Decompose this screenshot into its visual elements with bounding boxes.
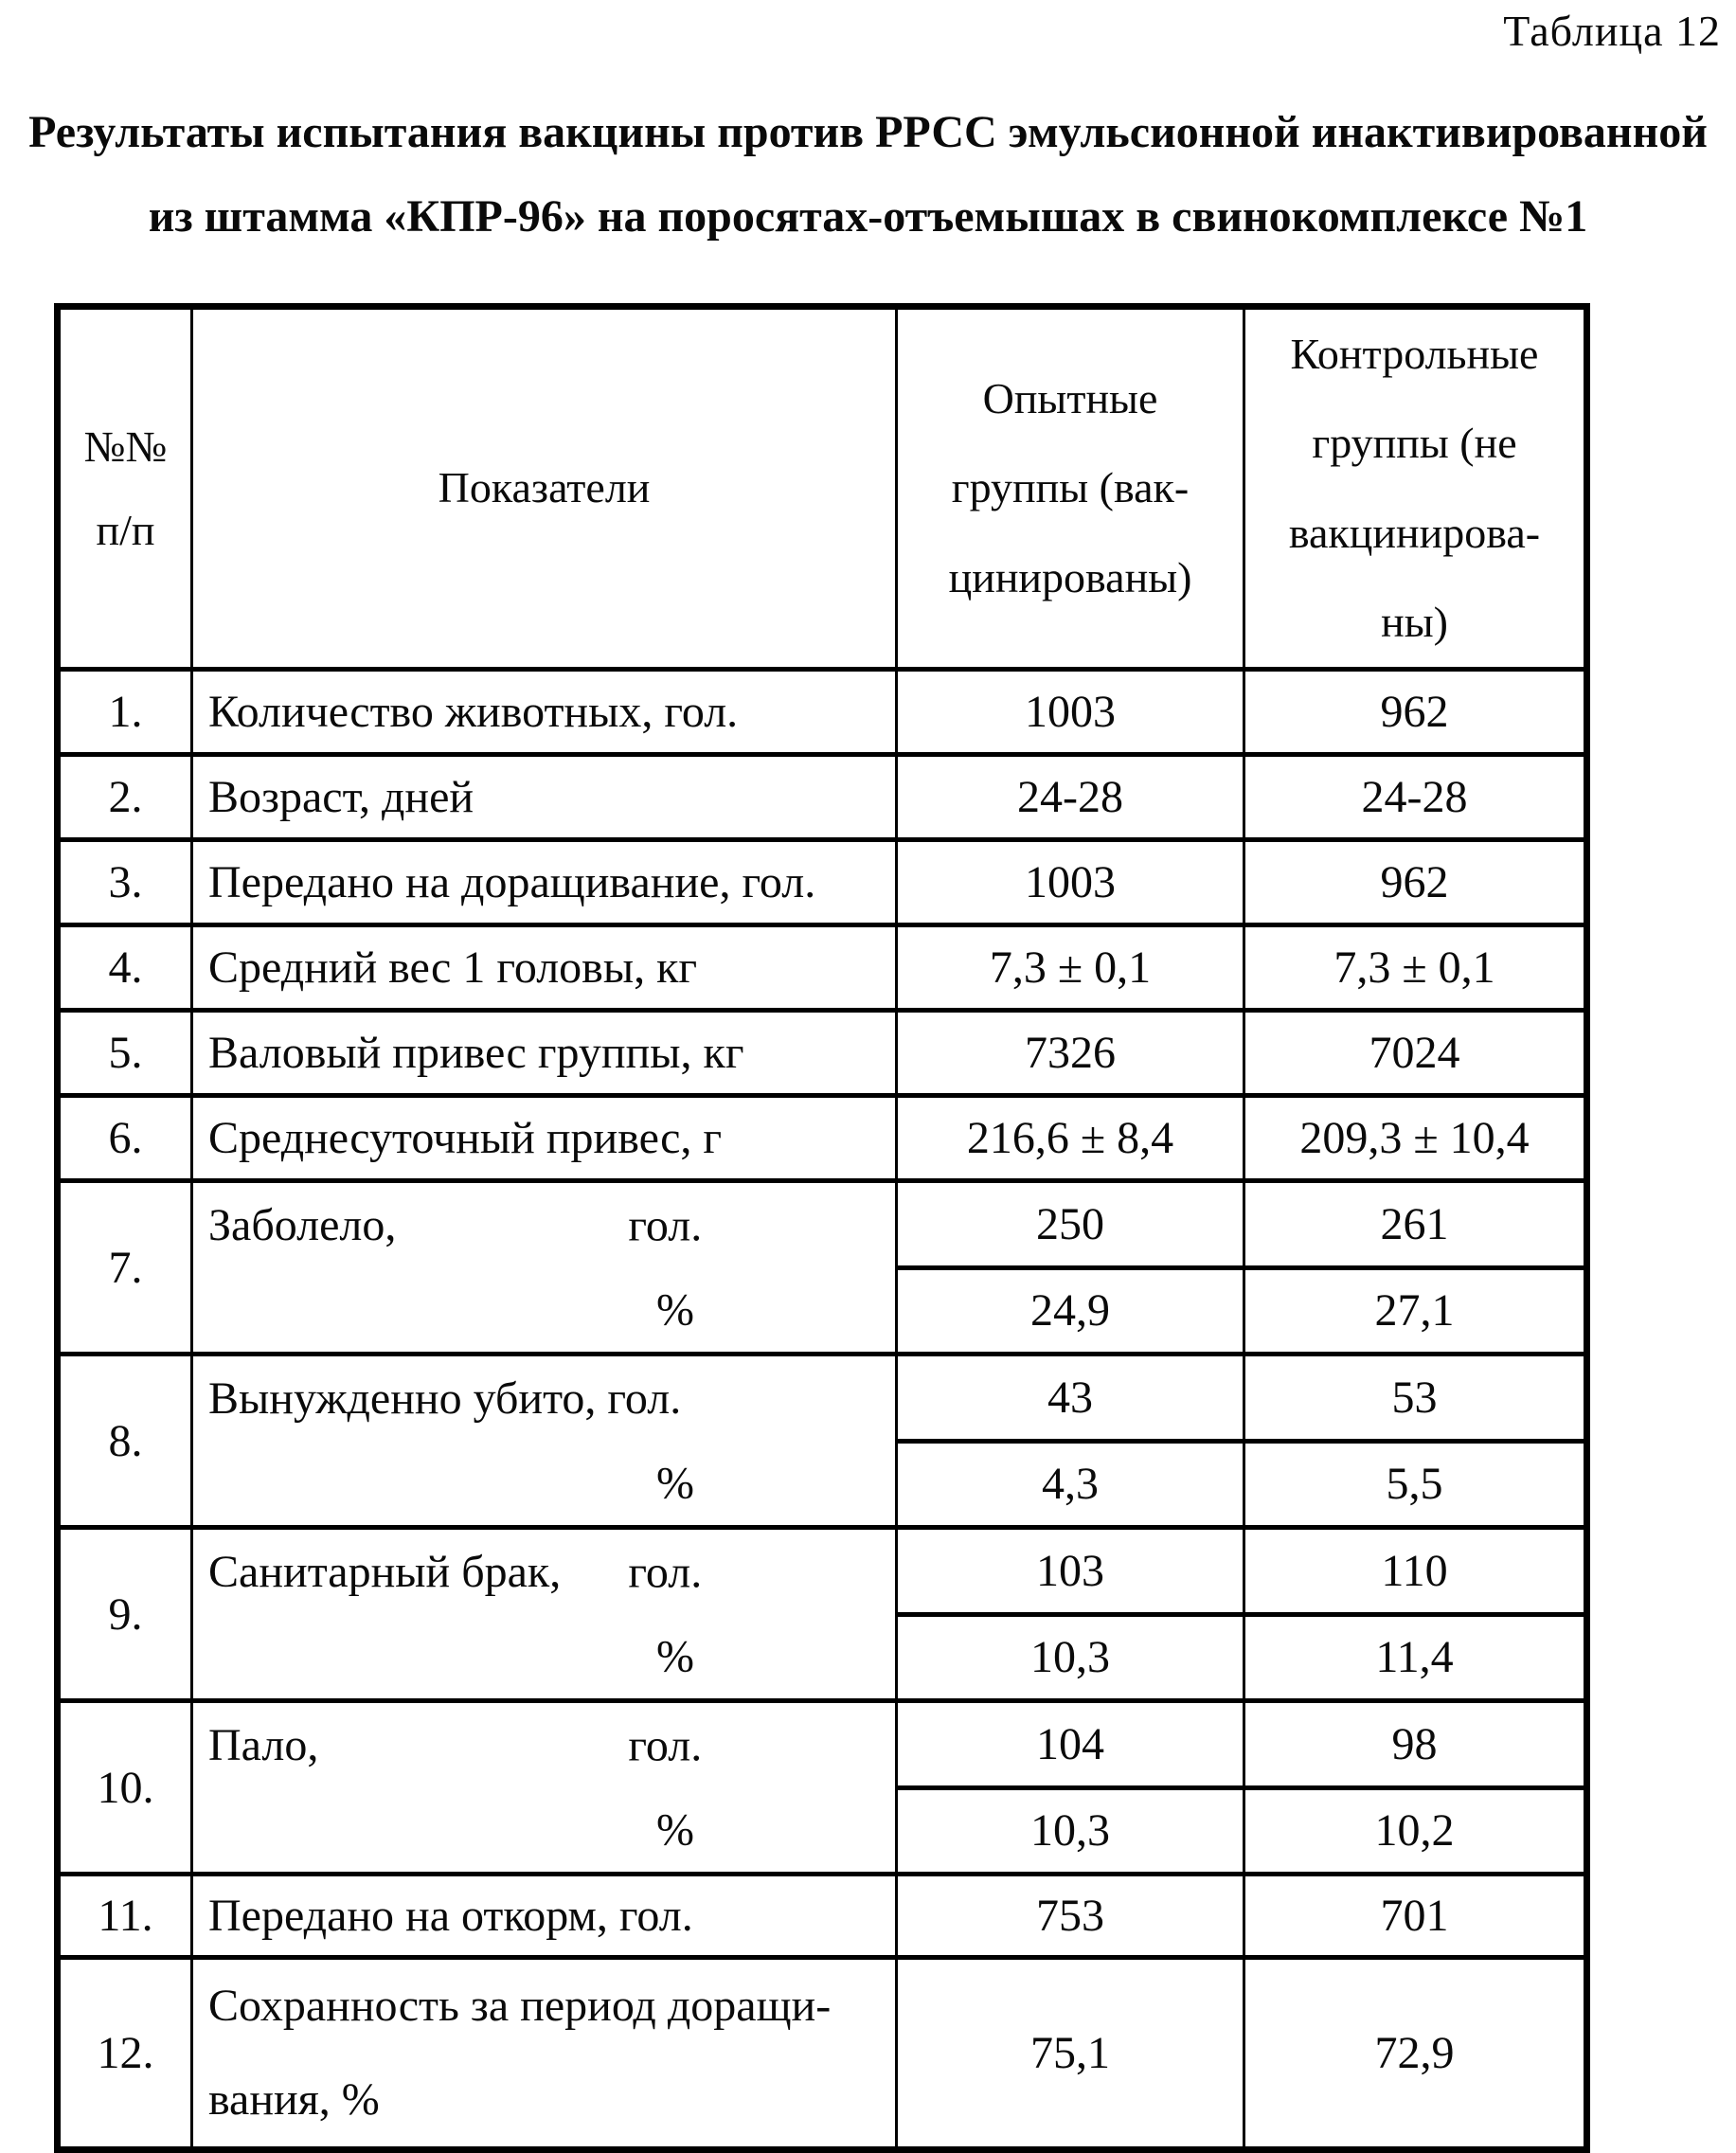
row-indicator-cell bbox=[192, 1181, 897, 1355]
table-row bbox=[58, 1875, 1587, 1958]
header-experimental-group: Опытные группы (вак- цинированы) bbox=[897, 307, 1244, 670]
row-number: 12. bbox=[58, 1958, 192, 2150]
row-number: 1. bbox=[58, 670, 192, 755]
table-header-row bbox=[58, 307, 1587, 670]
row-indicator: Среднесуточный привес, г bbox=[192, 1096, 897, 1181]
row-exp-value: 103 bbox=[898, 1530, 1243, 1617]
row-number: 7. bbox=[58, 1181, 192, 1355]
row-ctrl-value: 24-28 bbox=[1244, 755, 1587, 840]
row-indicator-unit: гол. bbox=[628, 1720, 703, 1771]
row-indicator-percent: % bbox=[656, 1284, 695, 1336]
row-exp-cell bbox=[897, 1355, 1244, 1528]
row-exp-cell bbox=[897, 1181, 1244, 1355]
row-ctrl-percent: 11,4 bbox=[1375, 1632, 1454, 1683]
table-number-label: Таблица 12 bbox=[1503, 7, 1721, 55]
row-exp-value: 250 bbox=[898, 1183, 1243, 1270]
row-exp-value: 7,3 ± 0,1 bbox=[897, 925, 1244, 1011]
table-row bbox=[58, 1958, 1587, 2150]
row-ctrl-cell bbox=[1244, 1355, 1587, 1528]
row-ctrl-value: 7,3 ± 0,1 bbox=[1244, 925, 1587, 1011]
row-ctrl-value: 209,3 ± 10,4 bbox=[1244, 1096, 1587, 1181]
row-exp-value: 1003 bbox=[897, 840, 1244, 925]
row-indicator: Валовый привес группы, кг bbox=[192, 1011, 897, 1096]
table-row bbox=[58, 1528, 1587, 1701]
row-indicator-percent: % bbox=[656, 1458, 695, 1509]
row-indicator: Сохранность за период доращи- вания, % bbox=[192, 1958, 897, 2150]
row-indicator-percent: % bbox=[656, 1631, 695, 1682]
table-row bbox=[58, 670, 1587, 755]
row-ctrl-value: 7024 bbox=[1244, 1011, 1587, 1096]
row-indicator: Вынужденно убито, гол. bbox=[208, 1373, 682, 1425]
table-row bbox=[58, 755, 1587, 840]
table-row bbox=[58, 925, 1587, 1011]
row-exp-value: 104 bbox=[898, 1703, 1243, 1790]
row-ctrl-value: 53 bbox=[1245, 1356, 1584, 1444]
header-control-group: Контрольные группы (не вакцинирова- ны) bbox=[1244, 307, 1587, 670]
row-exp-percent: 10,3 bbox=[1030, 1805, 1110, 1857]
row-ctrl-value: 701 bbox=[1244, 1875, 1587, 1958]
row-indicator-cell bbox=[192, 1355, 897, 1528]
row-exp-value: 1003 bbox=[897, 670, 1244, 755]
results-table bbox=[54, 303, 1590, 2153]
row-indicator-unit: гол. bbox=[628, 1547, 703, 1598]
table-row bbox=[58, 1701, 1587, 1875]
row-exp-value: 75,1 bbox=[897, 1958, 1244, 2150]
row-ctrl-percent: 5,5 bbox=[1386, 1459, 1443, 1510]
row-exp-value: 216,6 ± 8,4 bbox=[897, 1096, 1244, 1181]
row-ctrl-cell bbox=[1244, 1701, 1587, 1875]
row-ctrl-value: 261 bbox=[1245, 1183, 1584, 1270]
row-number: 4. bbox=[58, 925, 192, 1011]
row-exp-value: 7326 bbox=[897, 1011, 1244, 1096]
row-indicator: Возраст, дней bbox=[192, 755, 897, 840]
row-number: 6. bbox=[58, 1096, 192, 1181]
row-indicator: Передано на доращивание, гол. bbox=[192, 840, 897, 925]
row-number: 5. bbox=[58, 1011, 192, 1096]
row-ctrl-value: 110 bbox=[1245, 1530, 1584, 1617]
table-row bbox=[58, 1181, 1587, 1355]
row-number: 3. bbox=[58, 840, 192, 925]
row-ctrl-value: 962 bbox=[1244, 840, 1587, 925]
row-ctrl-value: 72,9 bbox=[1244, 1958, 1587, 2150]
row-ctrl-percent: 27,1 bbox=[1374, 1285, 1455, 1337]
header-indicator: Показатели bbox=[192, 307, 897, 670]
row-exp-percent: 10,3 bbox=[1030, 1632, 1110, 1683]
row-number: 11. bbox=[58, 1875, 192, 1958]
row-indicator: Заболело, bbox=[208, 1200, 397, 1251]
row-indicator: Количество животных, гол. bbox=[192, 670, 897, 755]
row-exp-percent: 4,3 bbox=[1042, 1459, 1099, 1510]
row-number: 2. bbox=[58, 755, 192, 840]
row-indicator-cell bbox=[192, 1528, 897, 1701]
row-indicator: Средний вес 1 головы, кг bbox=[192, 925, 897, 1011]
row-number: 9. bbox=[58, 1528, 192, 1701]
row-indicator: Пало, bbox=[208, 1720, 319, 1771]
row-ctrl-cell bbox=[1244, 1181, 1587, 1355]
table-row bbox=[58, 840, 1587, 925]
row-ctrl-value: 98 bbox=[1245, 1703, 1584, 1790]
row-exp-value: 24-28 bbox=[897, 755, 1244, 840]
row-indicator-unit: гол. bbox=[628, 1200, 703, 1251]
row-exp-cell bbox=[897, 1701, 1244, 1875]
row-indicator-cell bbox=[192, 1701, 897, 1875]
row-ctrl-cell bbox=[1244, 1528, 1587, 1701]
row-ctrl-value: 962 bbox=[1244, 670, 1587, 755]
row-exp-cell bbox=[897, 1528, 1244, 1701]
row-indicator: Санитарный брак, bbox=[208, 1547, 562, 1598]
row-exp-percent: 24,9 bbox=[1030, 1285, 1110, 1337]
row-exp-value: 43 bbox=[898, 1356, 1243, 1444]
row-ctrl-percent: 10,2 bbox=[1374, 1805, 1455, 1857]
header-num: №№ п/п bbox=[58, 307, 192, 670]
table-row bbox=[58, 1096, 1587, 1181]
table-row bbox=[58, 1355, 1587, 1528]
row-indicator-percent: % bbox=[656, 1804, 695, 1856]
row-number: 10. bbox=[58, 1701, 192, 1875]
table-row bbox=[58, 1011, 1587, 1096]
table-caption: Результаты испытания вакцины против РРСС эмульсионной инактивированной из штамма «КПР-96» на поросятах-отъемышах в свинокомплексе №1 bbox=[28, 107, 1708, 242]
row-number: 8. bbox=[58, 1355, 192, 1528]
row-indicator: Передано на откорм, гол. bbox=[192, 1875, 897, 1958]
row-exp-value: 753 bbox=[897, 1875, 1244, 1958]
